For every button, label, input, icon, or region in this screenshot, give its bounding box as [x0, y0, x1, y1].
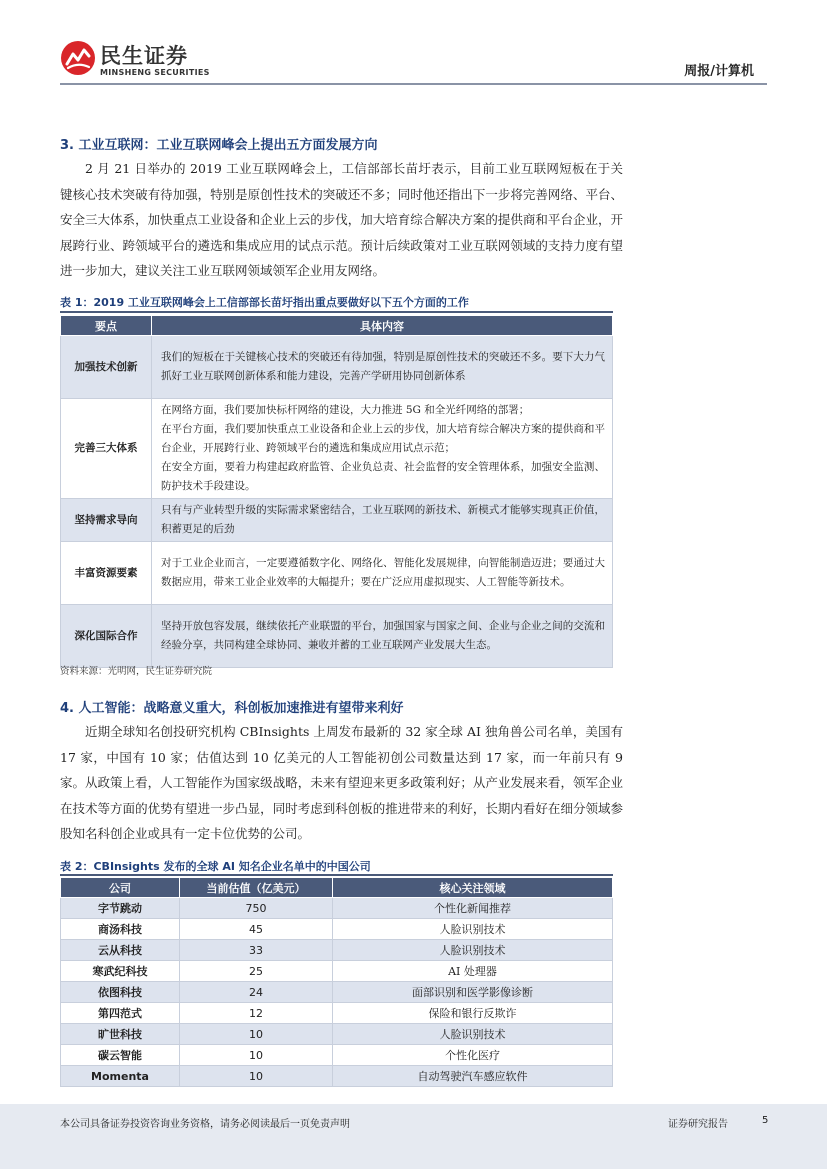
company-valuation: 750: [180, 898, 333, 919]
company-logo: [60, 38, 220, 82]
company-name: 商汤科技: [61, 919, 180, 940]
company-name: Momenta: [61, 1066, 180, 1087]
section-3-body: 2 月 21 日举办的 2019 工业互联网峰会上，工信部部长苗圩表示，目前工业互联网短板在于关键核心技术突破有待加强，特别是原创性技术的突破还不多；同时他还指出下一步将完善网络、平台、安全三大体系，加快重点工业设备和企业上云的步伐，加大培育综合解决方案的提供商和平台企业，开展跨行业、跨领域平台的遴选和集成应用的试点示范。预计后续政策对工业互联网领域的支持力度有望进一步加大，建议关注工业互联网领域领军企业用友网络。: [60, 161, 623, 278]
table-1-content-line: 只有与产业转型升级的实际需求紧密结合，工业互联网的新技术、新模式才能够实现真正价值，积蓄更足的后劲: [161, 504, 605, 535]
table-row: [61, 1066, 613, 1087]
section-3-paragraph: [60, 156, 623, 284]
company-focus: 保险和银行反欺诈: [333, 1003, 613, 1024]
section-4-body: 近期全球知名创投研究机构 CBInsights 上周发布最新的 32 家全球 AI 独角兽公司名单，美国有 17 家，中国有 10 家；估值达到 10 亿美元的人工智能初创公司数量达到 17 家，而一年前只有 9 家。从政策上看，人工智能作为国家级战略，未来有望迎来更多政策利好；从产业发展来看，领军企业在技术等方面的优势有望进一步凸显，同时考虑到科创板的推进带来的利好，长期内看好在细分领域参股知名科创企业或具有一定卡位优势的公司。: [60, 724, 623, 841]
table-1-header-key: 要点: [61, 316, 152, 336]
table-row: [61, 605, 613, 668]
table-1-top-rule: [60, 311, 613, 313]
minsheng-logo-icon: [60, 40, 96, 76]
table-1-header-content: 具体内容: [152, 316, 613, 336]
table-2-header-company: 公司: [61, 878, 180, 898]
company-valuation: 10: [180, 1024, 333, 1045]
table-1-content: [152, 399, 613, 499]
table-1-key: 丰富资源要素: [61, 542, 152, 605]
table-1-content: [152, 542, 613, 605]
table-1-content-line: 在平台方面，我们要加快重点工业设备和企业上云的步伐，加大培育综合解决方案的提供商和平台企业，开展跨行业、跨领域平台的遴选和集成应用试点示范；: [161, 423, 605, 454]
company-name: 字节跳动: [61, 898, 180, 919]
table-1-content-line: 对于工业企业而言，一定要遵循数字化、网络化、智能化发展规律，向智能制造迈进；要通过大数据应用，带来工业企业效率的大幅提升；要在广泛应用虚拟现实、人工智能等新技术。: [161, 557, 605, 588]
table-1-content-line: 在安全方面，要着力构建起政府监管、企业负总责、社会监督的安全管理体系，加强安全监测、防护技术手段建设。: [161, 461, 605, 492]
table-1-key: 坚持需求导向: [61, 499, 152, 542]
table-row: [61, 1024, 613, 1045]
table-row: [61, 1003, 613, 1024]
table-row: [61, 499, 613, 542]
company-valuation: 45: [180, 919, 333, 940]
table-1-source: 资料来源：光明网，民生证券研究院: [60, 666, 213, 677]
section-3-title: 3. 工业互联网：工业互联网峰会上提出五方面发展方向: [60, 138, 378, 153]
table-1-header-row: [61, 316, 613, 336]
company-name: 寒武纪科技: [61, 961, 180, 982]
company-name: 碳云智能: [61, 1045, 180, 1066]
table-2-top-rule: [60, 874, 613, 876]
company-focus: 人脸识别技术: [333, 919, 613, 940]
table-2-header-focus: 核心关注领域: [333, 878, 613, 898]
table-2: [60, 877, 613, 1087]
company-focus: 个性化新闻推荐: [333, 898, 613, 919]
company-focus: 面部识别和医学影像诊断: [333, 982, 613, 1003]
table-2-caption: 表 2：CBInsights 发布的全球 AI 知名企业名单中的中国公司: [60, 860, 371, 873]
table-row: [61, 982, 613, 1003]
page-number: 5: [762, 1115, 769, 1126]
table-row: [61, 940, 613, 961]
table-row: [61, 399, 613, 499]
company-valuation: 12: [180, 1003, 333, 1024]
table-row: [61, 919, 613, 940]
table-row: [61, 961, 613, 982]
company-name: 旷世科技: [61, 1024, 180, 1045]
table-1-content: [152, 499, 613, 542]
table-1: [60, 315, 613, 668]
section-4-paragraph: [60, 719, 623, 847]
company-focus: 自动驾驶汽车感应软件: [333, 1066, 613, 1087]
section-4-title: 4. 人工智能：战略意义重大，科创板加速推进有望带来利好: [60, 701, 404, 716]
footer-disclaimer: 本公司具备证券投资咨询业务资格，请务必阅读最后一页免责声明: [60, 1119, 350, 1130]
company-valuation: 24: [180, 982, 333, 1003]
company-focus: 个性化医疗: [333, 1045, 613, 1066]
table-1-caption: 表 1：2019 工业互联网峰会上工信部部长苗圩指出重点要做好以下五个方面的工作: [60, 296, 469, 309]
company-valuation: 10: [180, 1066, 333, 1087]
report-type: 周报/计算机: [684, 64, 754, 79]
company-name: 第四范式: [61, 1003, 180, 1024]
table-1-content: [152, 336, 613, 399]
header-divider: [60, 83, 767, 85]
table-row: [61, 542, 613, 605]
footer-doc-type: 证券研究报告: [668, 1119, 728, 1130]
company-valuation: 25: [180, 961, 333, 982]
table-row: [61, 1045, 613, 1066]
table-1-key: 加强技术创新: [61, 336, 152, 399]
company-focus: 人脸识别技术: [333, 940, 613, 961]
logo-text-en: MINSHENG SECURITIES: [100, 68, 210, 77]
table-1-content-line: 我们的短板在于关键核心技术的突破还有待加强，特别是原创性技术的突破还不多。要下大力气抓好工业互联网创新体系和能力建设，完善产学研用协同创新体系: [161, 351, 605, 382]
table-row: [61, 898, 613, 919]
table-1-content: [152, 605, 613, 668]
table-1-key: 完善三大体系: [61, 399, 152, 499]
company-valuation: 10: [180, 1045, 333, 1066]
table-1-key: 深化国际合作: [61, 605, 152, 668]
table-1-content-line: 在网络方面，我们要加快标杆网络的建设，大力推进 5G 和全光纤网络的部署；: [161, 404, 530, 416]
table-2-header-valuation: 当前估值（亿美元）: [180, 878, 333, 898]
company-name: 云从科技: [61, 940, 180, 961]
table-2-header-row: [61, 878, 613, 898]
company-focus: 人脸识别技术: [333, 1024, 613, 1045]
page-footer: [0, 1104, 827, 1169]
company-name: 依图科技: [61, 982, 180, 1003]
table-1-content-line: 坚持开放包容发展，继续依托产业联盟的平台，加强国家与国家之间、企业与企业之间的交流和经验分享，共同构建全球协同、兼收并蓄的工业互联网产业发展大生态。: [161, 620, 605, 651]
company-focus: AI 处理器: [333, 961, 613, 982]
company-valuation: 33: [180, 940, 333, 961]
table-row: [61, 336, 613, 399]
logo-text-cn: 民生证券: [100, 44, 188, 68]
